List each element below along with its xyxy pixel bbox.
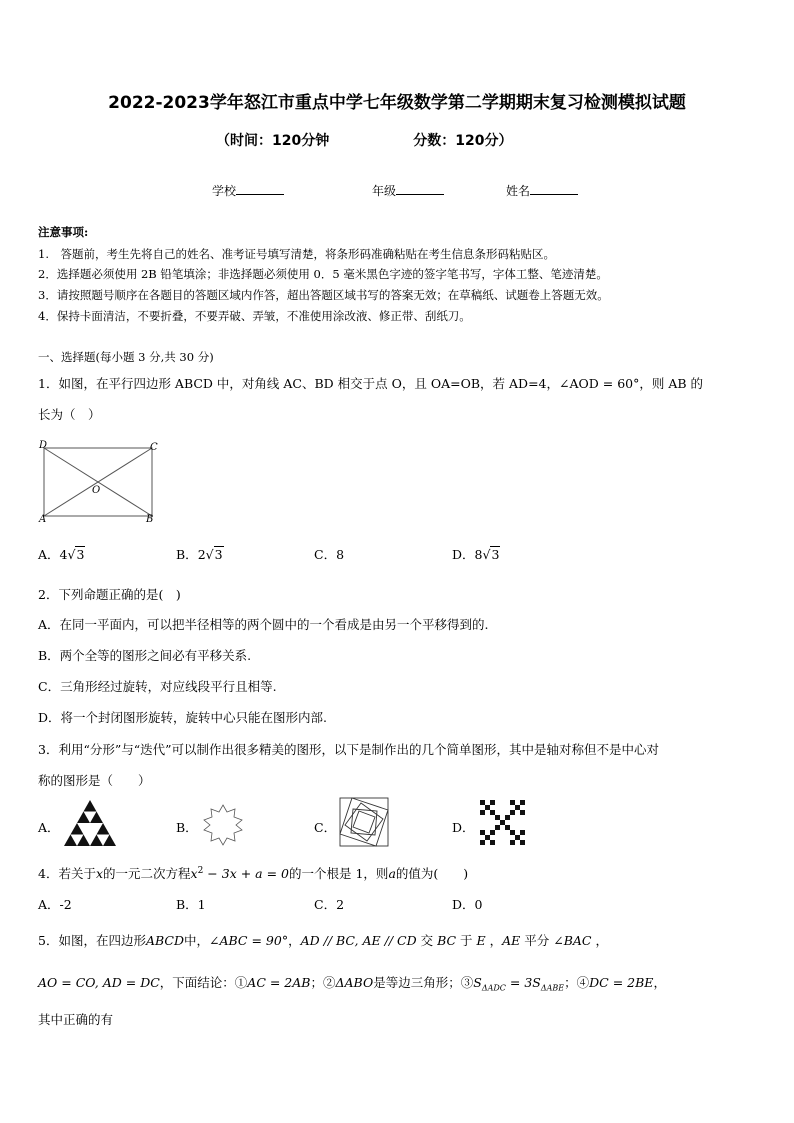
name-blank (530, 182, 578, 195)
q5-stem-line2 (38, 973, 666, 993)
q2-option-a[interactable]: A．在同一平面内，可以把半径相等的两个圆中的一个看成是由另一个平移得到的. (38, 617, 489, 632)
q4-option-c[interactable]: C．2 (314, 897, 345, 912)
q4-text: 的值为( ) (395, 866, 469, 881)
q4-sup: 2 (197, 865, 204, 876)
koch-snowflake-figure (200, 802, 246, 848)
q5-math: AC = 2AB (247, 975, 311, 990)
q5-text: 交 (416, 933, 438, 948)
q5-text: 5．如图，在四边形 (38, 933, 146, 948)
school-blank (236, 182, 284, 195)
radicand: 3 (491, 547, 500, 562)
school-field (212, 182, 284, 199)
q5-math: = 3S (505, 975, 541, 990)
q5-text: 是等边三角形；③ (373, 975, 474, 990)
q5-math: BC (437, 933, 457, 948)
option-letter: D． (452, 547, 475, 562)
nested-squares-figure (338, 796, 390, 848)
q2-option-c[interactable]: C．三角形经过旋转，对应线段平行且相等. (38, 679, 277, 694)
grade-field (372, 182, 444, 199)
q5-math: DC = 2BE (589, 975, 654, 990)
q2-stem: 2．下列命题正确的是( ) (38, 587, 181, 602)
q4-option-d[interactable]: D．0 (452, 897, 483, 912)
q3-option-c[interactable]: C． (314, 820, 337, 835)
q5-text: ， (653, 975, 666, 990)
q1-option-c[interactable] (314, 545, 344, 563)
q5-math: ABCD (145, 933, 184, 948)
q4-text: 的一个根是 1，则 (289, 866, 389, 881)
sierpinski-triangle-figure (62, 798, 118, 848)
q5-math: AD // BC, AE // CD (300, 933, 417, 948)
q4-eq: x (190, 866, 198, 881)
time-score: （时间：120分钟 分数：120分） (216, 133, 513, 149)
school-label: 学校 (212, 184, 237, 198)
option-letter: C． (314, 547, 337, 562)
option-coef: 2 (197, 547, 206, 562)
q4-var-x: x (95, 866, 104, 881)
q5-stem-line1 (38, 931, 608, 949)
grade-blank (396, 182, 444, 195)
q4-eq: − 3x + a = 0 (203, 866, 289, 881)
q5-math: AE (502, 933, 521, 948)
q3-option-b[interactable]: B． (176, 820, 198, 835)
q3-option-d[interactable]: D． (452, 820, 475, 835)
q4-option-b[interactable]: B．1 (176, 897, 206, 912)
q1-option-a[interactable] (38, 545, 85, 563)
q3-stem-line2: 称的图形是（ ） (38, 773, 151, 788)
q1-option-b[interactable] (176, 545, 224, 563)
radicand: 3 (214, 547, 223, 562)
grade-label: 年级 (372, 184, 397, 198)
q5-sub: ΔABE (540, 983, 565, 993)
q4-text: 4．若关于 (38, 866, 96, 881)
q2-option-d[interactable]: D．将一个封闭图形旋转，旋转中心只能在图形内部. (38, 710, 327, 725)
q4-text: 的一元二次方程 (103, 866, 191, 881)
label-c: C (150, 442, 158, 453)
q5-text: 于 (456, 933, 477, 948)
sqrt-sign: √3 (205, 547, 223, 562)
page-title: 2022-2023学年怒江市重点中学七年级数学第二学期期末复习检测模拟试题 (108, 93, 686, 113)
name-label: 姓名 (506, 184, 531, 198)
q5-text: ， (591, 933, 608, 948)
option-letter: A． (38, 547, 60, 562)
note-item: 3．请按照题号顺序在各题目的答题区域内作答，超出答题区域书写的答案无效；在草稿纸、试题卷上答题无效。 (38, 288, 609, 302)
note-item: 2．选择题必须使用 2B 铅笔填涂；非选择题必须使用 0．5 毫米黑色字迹的签字笔书写，字体工整、笔迹清楚。 (38, 267, 608, 281)
q5-math: AO = CO, AD = DC (38, 975, 160, 990)
option-letter: B． (176, 547, 198, 562)
name-field (506, 182, 578, 199)
q3-option-a[interactable]: A． (38, 820, 60, 835)
option-coef: 8 (474, 547, 483, 562)
q1-rectangle-figure (36, 438, 166, 528)
q2-option-b[interactable]: B．两个全等的图形之间必有平移关系. (38, 648, 252, 663)
q5-stem-line3: 其中正确的有 (38, 1012, 114, 1027)
q1-stem-line2: 长为（ ） (38, 407, 101, 422)
q5-text: ，下面结论：① (159, 975, 248, 990)
checker-fractal-figure (478, 798, 528, 848)
q5-math: ΔABO (335, 975, 374, 990)
label-o: O (92, 485, 101, 496)
q4-stem (38, 864, 468, 882)
q5-text: ；④ (564, 975, 590, 990)
q3-stem-line1: 3．利用“分形”与“迭代”可以制作出很多精美的图形，以下是制作出的几个简单图形，其中是轴对称但不是中心对 (38, 742, 660, 757)
q4-option-a[interactable]: A．-2 (38, 897, 72, 912)
q1-option-d[interactable] (452, 545, 500, 563)
note-item: 4．保持卡面清洁，不要折叠，不要弄破、弄皱，不准使用涂改液、修正带、刮纸刀。 (38, 309, 471, 323)
q5-text: ， (288, 933, 301, 948)
label-b: B (146, 514, 154, 525)
note-item: 1. 答题前，考生先将自己的姓名、准考证号填写清楚，将条形码准确粘贴在考生信息条形码粘贴区。 (38, 247, 555, 261)
q1-stem-line1: 1．如图，在平行四边形 ABCD 中，对角线 AC、BD 相交于点 O，且 OA=OB，若 AD=4，∠AOD = 60°，则 AB 的 (38, 376, 704, 391)
q5-math: ∠BAC (553, 933, 592, 948)
notes-heading: 注意事项: (38, 225, 89, 239)
q5-math: E (476, 933, 486, 948)
label-a: A (39, 514, 47, 525)
option-text: 8 (336, 547, 345, 562)
q5-sub: ΔADC (481, 983, 506, 993)
sqrt-sign: √3 (67, 547, 85, 562)
q5-text: ；② (310, 975, 336, 990)
radicand: 3 (76, 547, 85, 562)
sqrt-sign: √3 (482, 547, 500, 562)
q5-math: S (473, 975, 482, 990)
option-coef: 4 (59, 547, 68, 562)
q5-text: 平分 (520, 933, 554, 948)
section-heading: 一、选择题(每小题 3 分,共 30 分) (38, 350, 214, 364)
label-d: D (39, 440, 48, 451)
q5-text: 中， (184, 933, 210, 948)
q5-text: ， (485, 933, 503, 948)
q4-var-a: a (388, 866, 396, 881)
q5-math: ∠ABC = 90° (209, 933, 289, 948)
